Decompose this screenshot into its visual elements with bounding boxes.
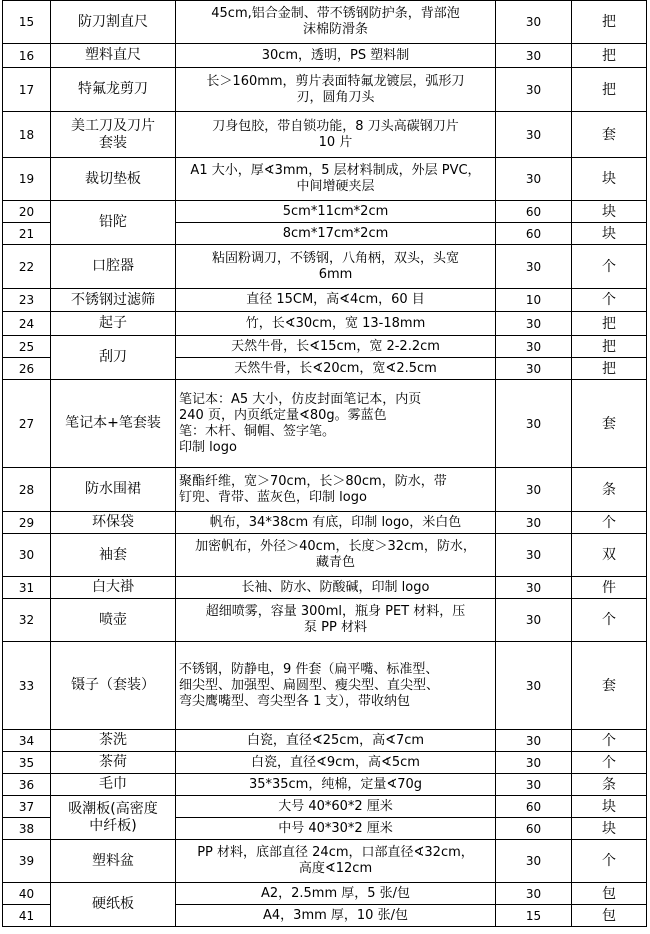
item-spec: 45cm,铝合金制、带不锈钢防护条，背部泡 沫棉防滑条 bbox=[176, 1, 496, 44]
row-number: 21 bbox=[3, 223, 51, 245]
item-name: 防刀割直尺 bbox=[51, 1, 176, 44]
item-name: 裁切垫板 bbox=[51, 158, 176, 201]
item-unit: 块 bbox=[572, 223, 647, 245]
row-number: 29 bbox=[3, 512, 51, 534]
row-number: 16 bbox=[3, 44, 51, 68]
row-number: 23 bbox=[3, 289, 51, 312]
row-number: 28 bbox=[3, 468, 51, 512]
item-unit: 套 bbox=[572, 112, 647, 158]
equipment-table bbox=[2, 0, 647, 927]
row-number: 32 bbox=[3, 599, 51, 642]
item-quantity: 30 bbox=[496, 358, 572, 380]
item-name: 毛巾 bbox=[51, 774, 176, 796]
item-spec: 大号 40*60*2 厘米 bbox=[176, 796, 496, 818]
row-number: 22 bbox=[3, 245, 51, 289]
item-quantity: 30 bbox=[496, 468, 572, 512]
item-name: 塑料直尺 bbox=[51, 44, 176, 68]
item-quantity: 30 bbox=[496, 380, 572, 468]
item-name: 白大褂 bbox=[51, 577, 176, 599]
table-row bbox=[3, 752, 647, 774]
item-spec: A4，3mm 厚，10 张/包 bbox=[176, 905, 496, 927]
row-number: 31 bbox=[3, 577, 51, 599]
item-name: 铅陀 bbox=[51, 201, 176, 245]
item-spec: A2，2.5mm 厚，5 张/包 bbox=[176, 883, 496, 905]
row-number: 18 bbox=[3, 112, 51, 158]
row-number: 27 bbox=[3, 380, 51, 468]
item-unit: 件 bbox=[572, 577, 647, 599]
item-quantity: 30 bbox=[496, 112, 572, 158]
table-row bbox=[3, 796, 647, 818]
table-row bbox=[3, 312, 647, 336]
item-unit: 把 bbox=[572, 336, 647, 358]
row-number: 33 bbox=[3, 642, 51, 730]
item-spec: 8cm*17cm*2cm bbox=[176, 223, 496, 245]
item-name: 特氟龙剪刀 bbox=[51, 68, 176, 112]
item-name: 袖套 bbox=[51, 534, 176, 577]
item-spec: 30cm，透明，PS 塑料制 bbox=[176, 44, 496, 68]
row-number: 24 bbox=[3, 312, 51, 336]
table-row bbox=[3, 158, 647, 201]
item-quantity: 30 bbox=[496, 1, 572, 44]
item-quantity: 15 bbox=[496, 905, 572, 927]
item-quantity: 30 bbox=[496, 336, 572, 358]
item-unit: 块 bbox=[572, 201, 647, 223]
item-unit: 把 bbox=[572, 1, 647, 44]
item-spec: 直径 15CM，高∢4cm，60 目 bbox=[176, 289, 496, 312]
table-row bbox=[3, 774, 647, 796]
item-unit: 把 bbox=[572, 358, 647, 380]
table-row bbox=[3, 289, 647, 312]
item-name: 起子 bbox=[51, 312, 176, 336]
item-quantity: 30 bbox=[496, 512, 572, 534]
row-number: 37 bbox=[3, 796, 51, 818]
item-quantity: 60 bbox=[496, 201, 572, 223]
item-unit: 包 bbox=[572, 883, 647, 905]
item-spec: 聚酯纤维，宽＞70cm，长＞80cm，防水，带 钉兜、背带、蓝灰色，印制 logo bbox=[176, 468, 496, 512]
item-unit: 块 bbox=[572, 796, 647, 818]
item-quantity: 30 bbox=[496, 840, 572, 883]
row-number: 39 bbox=[3, 840, 51, 883]
row-number: 17 bbox=[3, 68, 51, 112]
item-quantity: 30 bbox=[496, 642, 572, 730]
item-spec: 5cm*11cm*2cm bbox=[176, 201, 496, 223]
table-row bbox=[3, 245, 647, 289]
item-spec: 中号 40*30*2 厘米 bbox=[176, 818, 496, 840]
item-spec: 白瓷，直径∢9cm，高∢5cm bbox=[176, 752, 496, 774]
item-name: 茶洗 bbox=[51, 730, 176, 752]
item-spec: 帆布，34*38cm 有底，印制 logo，米白色 bbox=[176, 512, 496, 534]
item-unit: 双 bbox=[572, 534, 647, 577]
item-name: 美工刀及刀片 套装 bbox=[51, 112, 176, 158]
item-unit: 块 bbox=[572, 818, 647, 840]
item-name: 镊子（套装） bbox=[51, 642, 176, 730]
item-quantity: 30 bbox=[496, 68, 572, 112]
item-name: 防水围裙 bbox=[51, 468, 176, 512]
item-spec: 超细喷雾，容量 300ml，瓶身 PET 材料，压 泵 PP 材料 bbox=[176, 599, 496, 642]
item-unit: 条 bbox=[572, 774, 647, 796]
item-spec: 粘固粉调刀，不锈钢，八角柄，双头，头宽 6mm bbox=[176, 245, 496, 289]
table-row bbox=[3, 112, 647, 158]
item-spec: 白瓷，直径∢25cm，高∢7cm bbox=[176, 730, 496, 752]
item-unit: 把 bbox=[572, 68, 647, 112]
row-number: 34 bbox=[3, 730, 51, 752]
item-name: 不锈钢过滤筛 bbox=[51, 289, 176, 312]
item-quantity: 30 bbox=[496, 577, 572, 599]
item-name: 口腔器 bbox=[51, 245, 176, 289]
table-row bbox=[3, 44, 647, 68]
item-spec: 35*35cm，纯棉，定量∢70g bbox=[176, 774, 496, 796]
row-number: 41 bbox=[3, 905, 51, 927]
table-row bbox=[3, 599, 647, 642]
table-row bbox=[3, 380, 647, 468]
item-unit: 包 bbox=[572, 905, 647, 927]
item-quantity: 60 bbox=[496, 223, 572, 245]
item-spec: 长袖、防水、防酸碱，印制 logo bbox=[176, 577, 496, 599]
row-number: 30 bbox=[3, 534, 51, 577]
item-unit: 把 bbox=[572, 312, 647, 336]
item-quantity: 60 bbox=[496, 796, 572, 818]
item-unit: 个 bbox=[572, 289, 647, 312]
item-spec: 刀身包胶，带自锁功能，8 刀头高碳钢刀片 10 片 bbox=[176, 112, 496, 158]
row-number: 15 bbox=[3, 1, 51, 44]
item-spec: 天然牛骨，长∢15cm，宽 2-2.2cm bbox=[176, 336, 496, 358]
table-row bbox=[3, 642, 647, 730]
item-spec: PP 材料，底部直径 24cm，口部直径∢32cm， 高度∢12cm bbox=[176, 840, 496, 883]
item-quantity: 30 bbox=[496, 44, 572, 68]
item-quantity: 30 bbox=[496, 158, 572, 201]
item-spec: 不锈钢，防静电，9 件套（扁平嘴、标准型、 细尖型、加强型、扁圆型、瘦尖型、直尖型、 弯尖鹰嘴型、弯尖型各 1 支），带收纳包 bbox=[176, 642, 496, 730]
item-spec: 天然牛骨，长∢20cm，宽∢2.5cm bbox=[176, 358, 496, 380]
item-unit: 个 bbox=[572, 245, 647, 289]
item-unit: 条 bbox=[572, 468, 647, 512]
table-row bbox=[3, 512, 647, 534]
item-name: 环保袋 bbox=[51, 512, 176, 534]
item-name: 硬纸板 bbox=[51, 883, 176, 927]
row-number: 40 bbox=[3, 883, 51, 905]
table-row bbox=[3, 730, 647, 752]
item-quantity: 60 bbox=[496, 818, 572, 840]
item-quantity: 30 bbox=[496, 245, 572, 289]
item-name: 茶荷 bbox=[51, 752, 176, 774]
row-number: 35 bbox=[3, 752, 51, 774]
item-quantity: 30 bbox=[496, 774, 572, 796]
table-row bbox=[3, 201, 647, 223]
item-name: 吸潮板(高密度 中纤板) bbox=[51, 796, 176, 840]
table-row bbox=[3, 534, 647, 577]
item-quantity: 30 bbox=[496, 312, 572, 336]
item-quantity: 30 bbox=[496, 883, 572, 905]
item-spec: A1 大小，厚∢3mm，5 层材料制成，外层 PVC， 中间增硬夹层 bbox=[176, 158, 496, 201]
item-unit: 个 bbox=[572, 599, 647, 642]
item-unit: 套 bbox=[572, 642, 647, 730]
item-spec: 笔记本：A5 大小，仿皮封面笔记本，内页 240 页，内页纸定量∢80g。雾蓝色 笔：木杆、铜帽、签字笔。 印制 logo bbox=[176, 380, 496, 468]
item-quantity: 10 bbox=[496, 289, 572, 312]
item-quantity: 30 bbox=[496, 534, 572, 577]
row-number: 25 bbox=[3, 336, 51, 358]
item-quantity: 30 bbox=[496, 599, 572, 642]
item-name: 塑料盆 bbox=[51, 840, 176, 883]
row-number: 26 bbox=[3, 358, 51, 380]
item-unit: 把 bbox=[572, 44, 647, 68]
item-name: 刮刀 bbox=[51, 336, 176, 380]
item-name: 喷壶 bbox=[51, 599, 176, 642]
item-unit: 个 bbox=[572, 730, 647, 752]
table-row bbox=[3, 68, 647, 112]
table-row bbox=[3, 336, 647, 358]
table-row bbox=[3, 840, 647, 883]
item-spec: 竹，长∢30cm，宽 13-18mm bbox=[176, 312, 496, 336]
item-name: 笔记本+笔套装 bbox=[51, 380, 176, 468]
item-unit: 块 bbox=[572, 158, 647, 201]
table-row bbox=[3, 1, 647, 44]
item-spec: 长＞160mm，剪片表面特氟龙镀层，弧形刀 刃，圆角刀头 bbox=[176, 68, 496, 112]
item-spec: 加密帆布，外径＞40cm，长度＞32cm，防水， 藏青色 bbox=[176, 534, 496, 577]
item-quantity: 30 bbox=[496, 752, 572, 774]
item-unit: 个 bbox=[572, 752, 647, 774]
row-number: 36 bbox=[3, 774, 51, 796]
item-quantity: 30 bbox=[496, 730, 572, 752]
table-row bbox=[3, 577, 647, 599]
table-row bbox=[3, 883, 647, 905]
item-unit: 个 bbox=[572, 512, 647, 534]
row-number: 19 bbox=[3, 158, 51, 201]
table-row bbox=[3, 468, 647, 512]
item-unit: 套 bbox=[572, 380, 647, 468]
item-unit: 个 bbox=[572, 840, 647, 883]
row-number: 38 bbox=[3, 818, 51, 840]
row-number: 20 bbox=[3, 201, 51, 223]
